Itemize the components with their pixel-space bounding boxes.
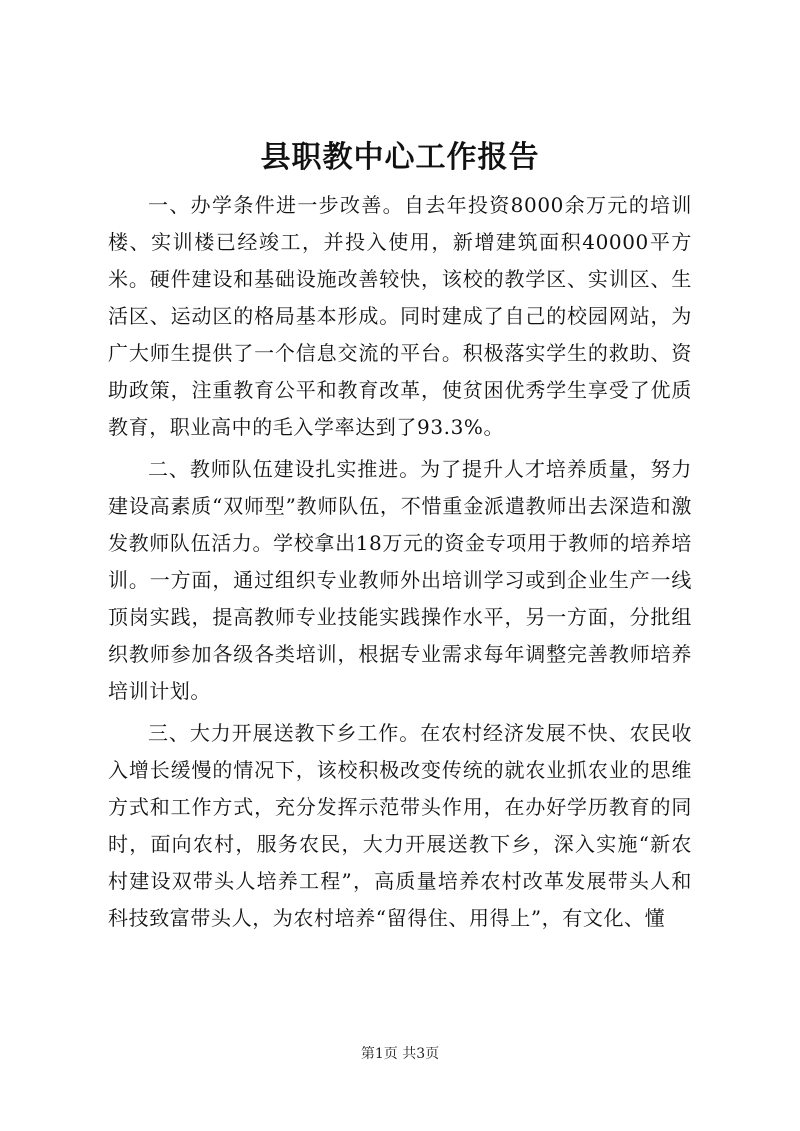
paragraph-3: 三、大力开展送教下乡工作。在农村经济发展不快、农民收入增长缓慢的情况下，该校积极改变传统的就农业抓农业的思维方式和工作方式，充分发挥示范带头作用，在办好学历教育的同时，面向农村，服务农民，大力开展送教下乡，深入实施“新农村建设双带头人培养工程”，高质量培养农村改革发展带头人和科技致富带头人，为农村培养“留得住、用得上”，有文化、懂 xyxy=(108,721,692,930)
document-body xyxy=(108,187,692,937)
paragraph-1: 一、办学条件进一步改善。自去年投资8000余万元的培训楼、实训楼已经竣工，并投入使用，新增建筑面积40000平方米。硬件建设和基础设施改善较快，该校的教学区、实训区、生活区、运动区的格局基本形成。同时建成了自己的校园网站，为广大师生提供了一个信息交流的平台。积极落实学生的救助、资助政策，注重教育公平和教育改革，使贫困优秀学生享受了优质教育，职业高中的毛入学率达到了93.3%。 xyxy=(108,193,692,439)
document-title: 县职教中心工作报告 xyxy=(260,140,540,175)
paragraph-2: 二、教师队伍建设扎实推进。为了提升人才培养质量，努力建设高素质“双师型”教师队伍，不惜重金派遣教师出去深造和激发教师队伍活力。学校拿出18万元的资金专项用于教师的培养培训。一方面，通过组织专业教师外出培训学习或到企业生产一线顶岗实践，提高教师专业技能实践操作水平，另一方面，分批组织教师参加各级各类培训，根据专业需求每年调整完善教师培养培训计划。 xyxy=(108,457,692,703)
page-footer: 第1页 共3页 xyxy=(360,1046,440,1062)
